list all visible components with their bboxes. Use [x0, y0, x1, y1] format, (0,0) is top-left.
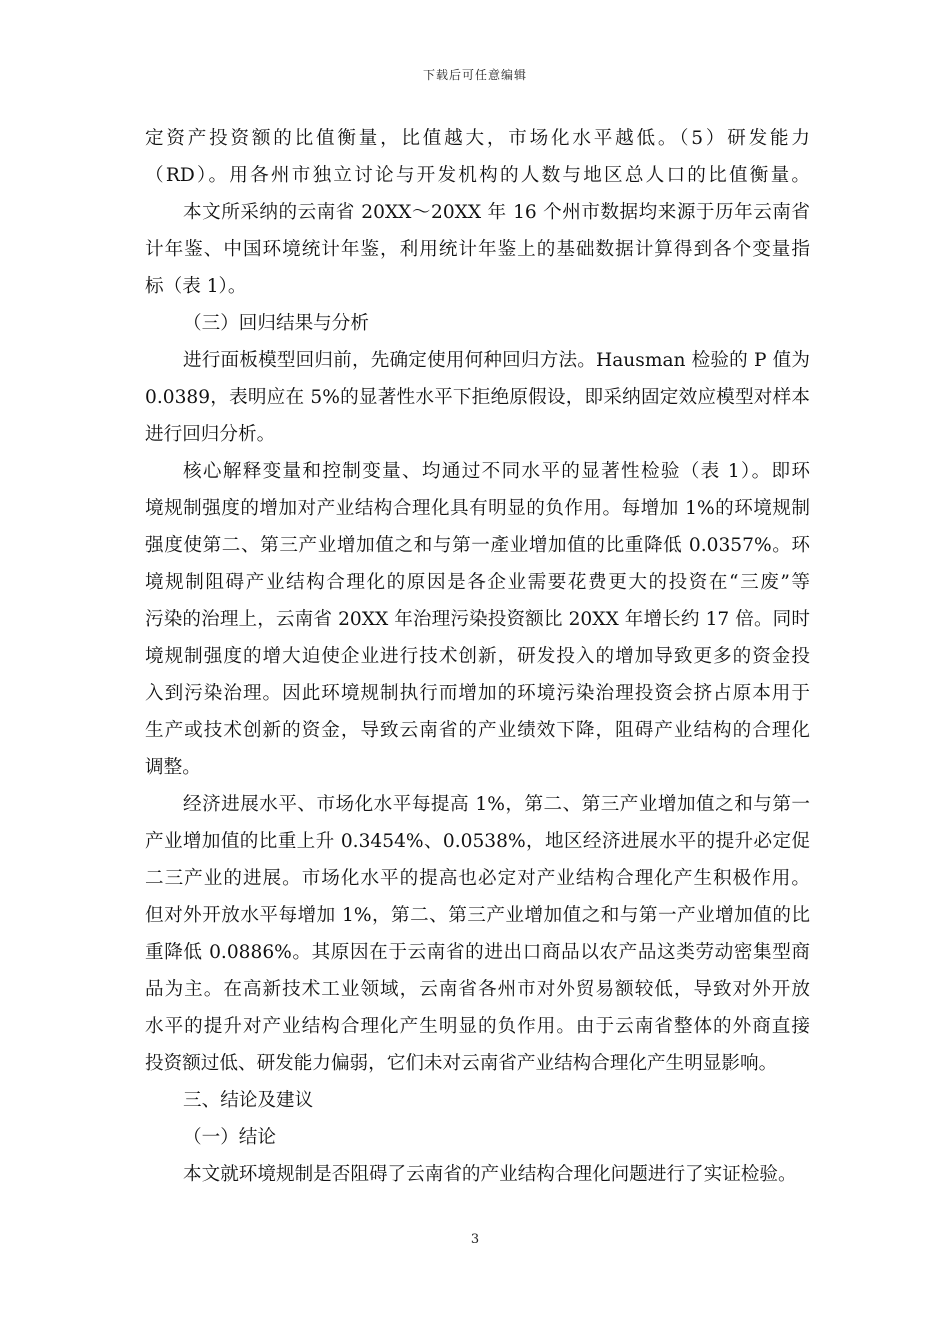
- text-line: 投资额过低、研发能力偏弱，它们未对云南省产业结构合理化产生明显影响。: [145, 1053, 778, 1074]
- page-header: 下载后可任意编辑: [422, 68, 527, 82]
- text-line: 本文所采纳的云南省 20XX～20XX 年 16 个州市数据均来源于历年云南省: [183, 202, 810, 223]
- text-line: 但对外开放水平每增加 1%，第二、第三产业增加值之和与第一产业增加值的比: [145, 905, 810, 926]
- text-line: 进行回归分析。: [145, 424, 276, 445]
- text-line: 标（表 1）。: [145, 276, 247, 297]
- text-line: 经济进展水平、市场化水平每提高 1%，第二、第三产业增加值之和与第一: [183, 794, 810, 815]
- section-heading: （三）回归结果与分析: [183, 313, 369, 334]
- text-line: 生产或技术创新的资金，导致云南省的产业绩效下降，阻碍产业结构的合理化: [145, 720, 810, 741]
- text-line: 本文就环境规制是否阻碍了云南省的产业结构合理化问题进行了实证检验。: [183, 1164, 797, 1185]
- subsection-heading: （一）结论: [183, 1127, 276, 1148]
- text-line: 水平的提升对产业结构合理化产生明显的负作用。由于云南省整体的外商直接: [145, 1016, 810, 1037]
- text-line: 境规制强度的增大迫使企业进行技术创新，研发投入的增加导致更多的资金投: [145, 646, 810, 667]
- text-line: 定资产投资额的比值衡量，比值越大，市场化水平越低。（5）研发能力: [145, 128, 810, 149]
- text-line: 调整。: [145, 757, 201, 778]
- text-line: 0.0389，表明应在 5%的显著性水平下拒绝原假设，即采纳固定效应模型对样本: [145, 387, 810, 408]
- text-line: 境规制阻碍产业结构合理化的原因是各企业需要花费更大的投资在“三废”等: [145, 572, 810, 593]
- section-heading: 三、结论及建议: [183, 1090, 314, 1111]
- text-line: 计年鉴、中国环境统计年鉴，利用统计年鉴上的基础数据计算得到各个变量指: [145, 239, 810, 260]
- text-line: 品为主。在高新技术工业领域，云南省各州市对外贸易额较低，导致对外开放: [145, 979, 810, 1000]
- text-line: 污染的治理上，云南省 20XX 年治理污染投资额比 20XX 年增长约 17 倍。同时: [145, 609, 810, 630]
- text-line: 强度使第二、第三产业增加值之和与第一產业增加值的比重降低 0.0357%。环: [145, 535, 810, 556]
- text-line: 境规制强度的增加对产业结构合理化具有明显的负作用。每增加 1%的环境规制: [145, 498, 810, 519]
- text-line: 入到污染治理。因此环境规制执行而增加的环境污染治理投资会挤占原本用于: [145, 683, 810, 704]
- text-line: 核心解释变量和控制变量、均通过不同水平的显著性检验（表 1）。即环: [183, 461, 810, 482]
- body-text: [145, 120, 810, 1193]
- text-line: 进行面板模型回归前，先确定使用何种回归方法。Hausman 检验的 P 值为: [183, 350, 810, 371]
- text-line: 二三产业的进展。市场化水平的提高也必定对产业结构合理化产生积极作用。: [145, 868, 810, 889]
- page-number: 3: [470, 1232, 480, 1247]
- text-line: 重降低 0.0886%。其原因在于云南省的进出口商品以农产品这类劳动密集型商: [145, 942, 810, 963]
- text-line: 产业增加值的比重上升 0.3454%、0.0538%，地区经济进展水平的提升必定促: [145, 831, 810, 852]
- text-line: （RD）。用各州市独立讨论与开发机构的人数与地区总人口的比值衡量。: [145, 165, 810, 186]
